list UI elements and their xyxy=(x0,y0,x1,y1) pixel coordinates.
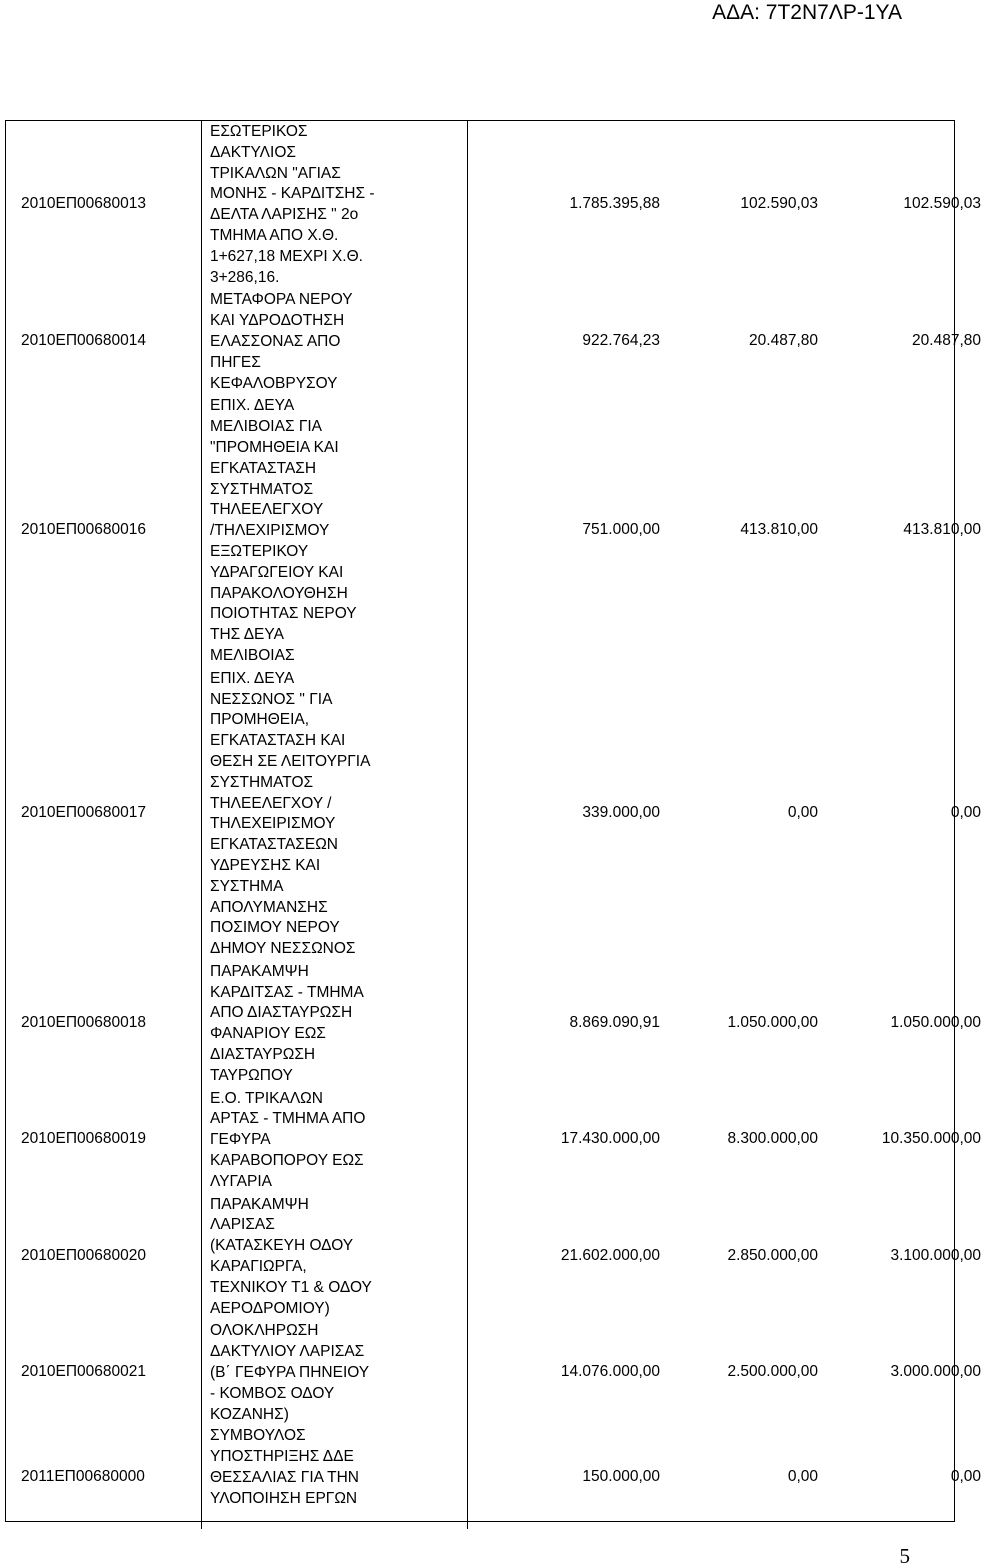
project-code-cell xyxy=(5,1087,202,1193)
project-description: ΣΥΜΒΟΥΛΟΣ ΥΠΟΣΤΗΡΙΞΗΣ ΔΔΕ ΘΕΣΣΑΛΙΑΣ ΓΙΑ ΤΗΝ ΥΛΟΠΟΙΗΣΗ ΕΡΓΩΝ xyxy=(210,1427,359,1507)
project-code-cell xyxy=(5,394,202,666)
amount-column-2: 0,00 xyxy=(787,803,818,821)
project-description: ΕΣΩΤΕΡΙΚΟΣ ΔΑΚΤΥΛΙΟΣ ΤΡΙΚΑΛΩΝ "ΑΓΙΑΣ ΜΟΝΗΣ - ΚΑΡΔΙΤΣΗΣ - ΔΕΛΤΑ ΛΑΡΙΣΗΣ " 2ο ΤΜΗΜΑ ΑΠΟ Χ.Θ. 1+627,18 ΜΕΧΡΙ Χ.Θ. 3+286,16. xyxy=(210,123,375,286)
amount-column-2-cell xyxy=(660,394,818,666)
project-code: 2010ΕΠ00680017 xyxy=(21,803,146,821)
amount-column-3-cell xyxy=(818,1193,991,1320)
table-row xyxy=(5,394,991,666)
budget-total: 150.000,00 xyxy=(582,1468,660,1486)
amount-column-2-cell xyxy=(660,120,818,288)
project-code: 2010ΕΠ00680014 xyxy=(21,331,146,349)
amount-column-3: 413.810,00 xyxy=(903,521,981,539)
amount-column-3: 10.350.000,00 xyxy=(881,1130,981,1148)
project-description: ΠΑΡΑΚΑΜΨΗ ΚΑΡΔΙΤΣΑΣ - ΤΜΗΜΑ ΑΠΟ ΔΙΑΣΤΑΥΡΩΣΗ ΦΑΝΑΡΙΟΥ ΕΩΣ ΔΙΑΣΤΑΥΡΩΣΗ ΤΑΥΡΩΠΟΥ xyxy=(210,962,364,1084)
project-code-cell xyxy=(5,667,202,960)
amount-column-2-cell xyxy=(660,1193,818,1320)
amount-column-3-cell xyxy=(818,120,991,288)
amount-column-2: 2.850.000,00 xyxy=(727,1246,818,1264)
budget-total: 21.602.000,00 xyxy=(560,1246,660,1264)
amount-column-2-cell xyxy=(660,288,818,394)
project-description-cell xyxy=(202,394,468,666)
amount-column-2: 2.500.000,00 xyxy=(727,1363,818,1381)
amount-column-2: 0,00 xyxy=(787,1468,818,1486)
amount-column-3: 1.050.000,00 xyxy=(890,1013,981,1031)
table-row xyxy=(5,120,991,288)
amount-column-3: 0,00 xyxy=(950,1468,981,1486)
table-row xyxy=(5,667,991,960)
budget-total-cell xyxy=(468,394,661,666)
project-code-cell xyxy=(5,960,202,1087)
budget-total: 8.869.090,91 xyxy=(569,1013,660,1031)
amount-column-3-cell xyxy=(818,960,991,1087)
amount-column-3-cell xyxy=(818,288,991,394)
budget-total-cell xyxy=(468,1087,661,1193)
project-description: ΕΠΙΧ. ΔΕΥΑ ΝΕΣΣΩΝΟΣ " ΓΙΑ ΠΡΟΜΗΘΕΙΑ, ΕΓΚΑΤΑΣΤΑΣΗ ΚΑΙ ΘΕΣΗ ΣΕ ΛΕΙΤΟΥΡΓΙΑ ΣΥΣΤΗΜΑΤΟΣ ΤΗΛΕΕΛΕΓΧΟΥ / ΤΗΛΕΧΕΙΡΙΣΜΟΥ ΕΓΚΑΤΑΣΤΑΣΕΩΝ ΥΔΡΕΥΣΗΣ ΚΑΙ ΣΥΣΤΗΜΑ ΑΠΟΛΥΜΑΝΣΗΣ ΠΟΣΙΜΟΥ ΝΕΡΟΥ ΔΗΜΟΥ ΝΕΣΣΩΝΟΣ xyxy=(210,669,371,958)
amount-column-2: 1.050.000,00 xyxy=(727,1013,818,1031)
table-row xyxy=(5,1193,991,1320)
budget-total: 14.076.000,00 xyxy=(560,1363,660,1381)
project-code-cell xyxy=(5,1425,202,1529)
budget-total-cell xyxy=(468,960,661,1087)
amount-column-3-cell xyxy=(818,667,991,960)
project-description: ΠΑΡΑΚΑΜΨΗ ΛΑΡΙΣΑΣ (ΚΑΤΑΣΚΕΥΗ ΟΔΟΥ ΚΑΡΑΓΙΩΡΓΑ, ΤΕΧΝΙΚΟΥ Τ1 & ΟΔΟΥ ΑΕΡΟΔΡΟΜΙΟΥ) xyxy=(210,1195,372,1317)
project-code-cell xyxy=(5,1193,202,1320)
ada-header: ΑΔΑ: 7Τ2Ν7ΛΡ-1ΥΑ xyxy=(712,1,902,24)
project-code-cell xyxy=(5,288,202,394)
project-code-cell xyxy=(5,120,202,288)
amount-column-2: 102.590,03 xyxy=(740,194,818,212)
table-row xyxy=(5,960,991,1087)
amount-column-2: 413.810,00 xyxy=(740,521,818,539)
project-description-cell xyxy=(202,667,468,960)
project-code: 2010ΕΠ00680021 xyxy=(21,1363,146,1381)
project-code: 2010ΕΠ00680019 xyxy=(21,1130,146,1148)
project-description-cell xyxy=(202,960,468,1087)
budget-total-cell xyxy=(468,120,661,288)
budget-total: 17.430.000,00 xyxy=(560,1130,660,1148)
budget-total-cell xyxy=(468,667,661,960)
budget-total: 1.785.395,88 xyxy=(569,194,660,212)
project-description: ΟΛΟΚΛΗΡΩΣΗ ΔΑΚΤΥΛΙΟΥ ΛΑΡΙΣΑΣ (Β΄ ΓΕΦΥΡΑ ΠΗΝΕΙΟΥ - ΚΟΜΒΟΣ ΟΔΟΥ ΚΟΖΑΝΗΣ) xyxy=(210,1322,370,1423)
budget-total: 922.764,23 xyxy=(582,331,660,349)
project-code: 2011ΕΠ00680000 xyxy=(21,1468,145,1486)
amount-column-2-cell xyxy=(660,1087,818,1193)
amount-column-2-cell xyxy=(660,1319,818,1425)
project-code: 2010ΕΠ00680016 xyxy=(21,521,146,539)
budget-total-cell xyxy=(468,1319,661,1425)
project-description-cell xyxy=(202,288,468,394)
amount-column-3-cell xyxy=(818,394,991,666)
project-description-cell xyxy=(202,1193,468,1320)
project-code: 2010ΕΠ00680013 xyxy=(21,194,146,212)
project-description-cell xyxy=(202,120,468,288)
amount-column-2-cell xyxy=(660,1425,818,1529)
project-code: 2010ΕΠ00680020 xyxy=(21,1246,146,1264)
projects-table xyxy=(5,120,992,1529)
projects-table-body xyxy=(5,120,991,1529)
table-row xyxy=(5,288,991,394)
amount-column-3-cell xyxy=(818,1319,991,1425)
table-row xyxy=(5,1087,991,1193)
page-number: 5 xyxy=(899,1544,910,1568)
amount-column-3-cell xyxy=(818,1425,991,1529)
amount-column-2: 20.487,80 xyxy=(749,331,818,349)
amount-column-3: 20.487,80 xyxy=(912,331,981,349)
budget-total-cell xyxy=(468,1193,661,1320)
project-code: 2010ΕΠ00680018 xyxy=(21,1013,146,1031)
amount-column-2: 8.300.000,00 xyxy=(727,1130,818,1148)
budget-total: 339.000,00 xyxy=(582,803,660,821)
project-description: Ε.Ο. ΤΡΙΚΑΛΩΝ ΑΡΤΑΣ - ΤΜΗΜΑ ΑΠΟ ΓΕΦΥΡΑ ΚΑΡΑΒΟΠΟΡΟΥ ΕΩΣ ΛΥΓΑΡΙΑ xyxy=(210,1089,366,1190)
budget-total: 751.000,00 xyxy=(582,521,660,539)
amount-column-2-cell xyxy=(660,960,818,1087)
table-row xyxy=(5,1425,991,1529)
budget-total-cell xyxy=(468,288,661,394)
project-code-cell xyxy=(5,1319,202,1425)
amount-column-3: 0,00 xyxy=(950,803,981,821)
project-description-cell xyxy=(202,1087,468,1193)
project-description-cell xyxy=(202,1319,468,1425)
project-description: ΕΠΙΧ. ΔΕΥΑ ΜΕΛΙΒΟΙΑΣ ΓΙΑ "ΠΡΟΜΗΘΕΙΑ ΚΑΙ ΕΓΚΑΤΑΣΤΑΣΗ ΣΥΣΤΗΜΑΤΟΣ ΤΗΛΕΕΛΕΓΧΟΥ /ΤΗΛΕΧΙΡΙΣΜΟΥ ΕΞΩΤΕΡΙΚΟΥ ΥΔΡΑΓΩΓΕΙΟΥ ΚΑΙ ΠΑΡΑΚΟΛΟΥΘΗΣΗ ΠΟΙΟΤΗΤΑΣ ΝΕΡΟΥ ΤΗΣ ΔΕΥΑ ΜΕΛΙΒΟΙΑΣ xyxy=(210,397,357,664)
amount-column-2-cell xyxy=(660,667,818,960)
amount-column-3-cell xyxy=(818,1087,991,1193)
budget-total-cell xyxy=(468,1425,661,1529)
project-description: ΜΕΤΑΦΟΡΑ ΝΕΡΟΥ ΚΑΙ ΥΔΡΟΔΟΤΗΣΗ ΕΛΑΣΣΟΝΑΣ ΑΠΟ ΠΗΓΕΣ ΚΕΦΑΛΟΒΡΥΣΟΥ xyxy=(210,291,353,392)
amount-column-3: 3.100.000,00 xyxy=(890,1246,981,1264)
table-row xyxy=(5,1319,991,1425)
amount-column-3: 3.000.000,00 xyxy=(890,1363,981,1381)
amount-column-3: 102.590,03 xyxy=(903,194,981,212)
project-description-cell xyxy=(202,1425,468,1529)
